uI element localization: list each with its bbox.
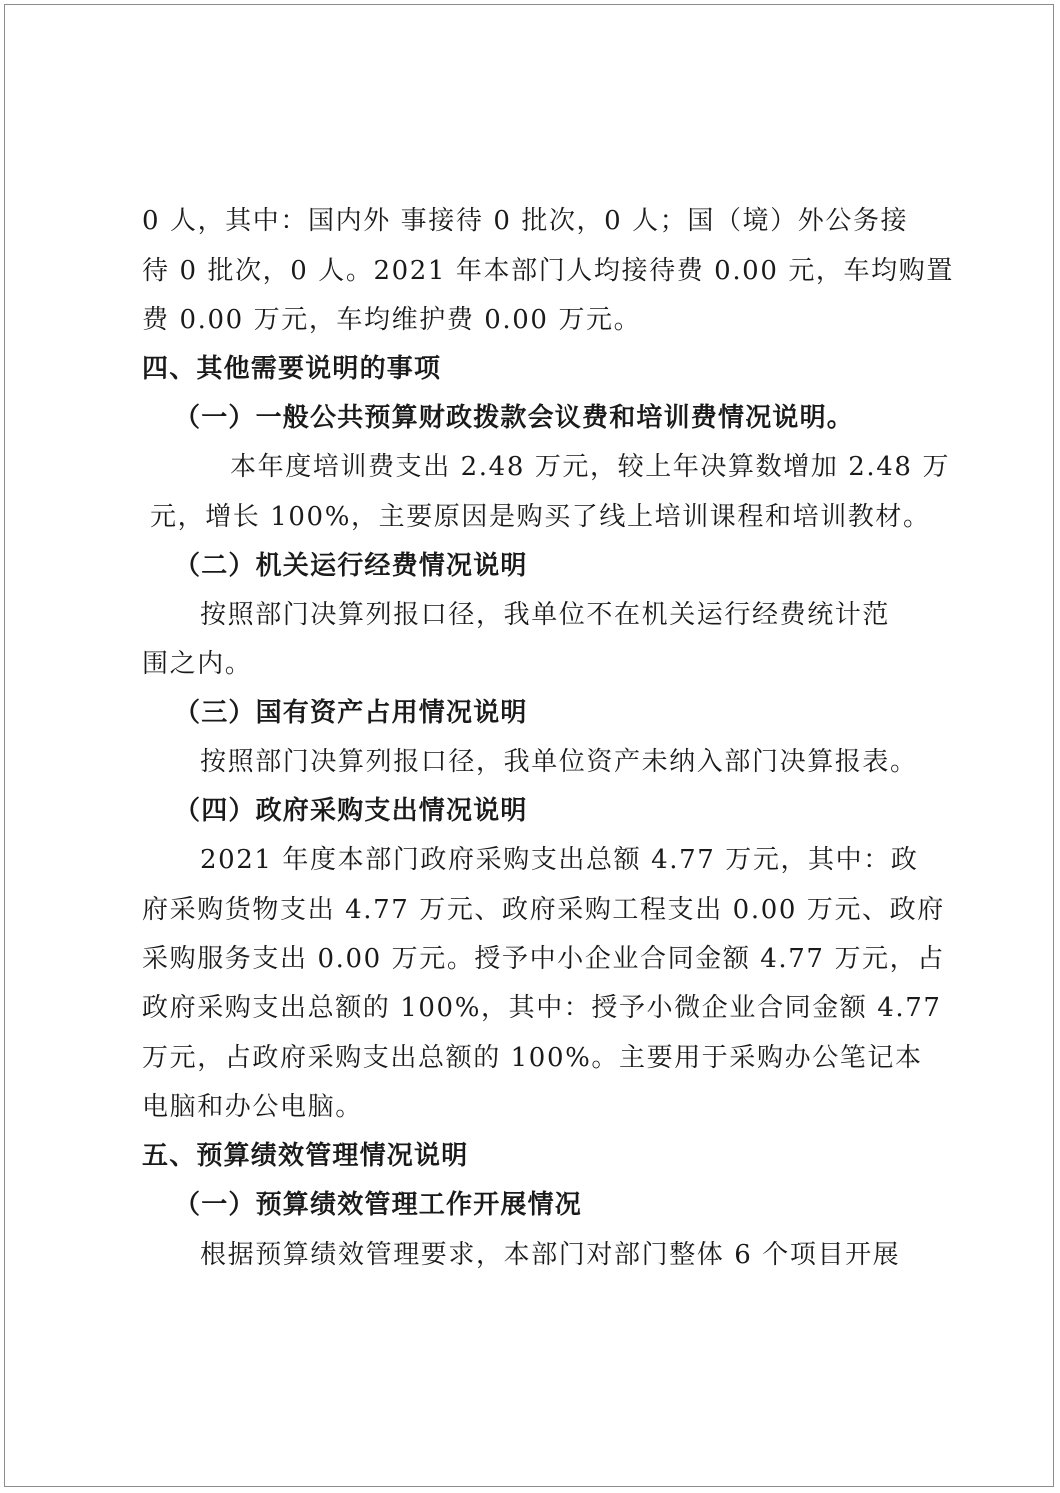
paragraph-line: 费 0.00 万元，车均维护费 0.00 万元。 (142, 305, 642, 335)
subsection-heading: （一）预算绩效管理工作开展情况 (174, 1190, 583, 1220)
paragraph-line: 按照部门决算列报口径，我单位不在机关运行经费统计范 (200, 600, 891, 630)
subsection-heading: （三）国有资产占用情况说明 (174, 698, 528, 728)
subsection-heading: （四）政府采购支出情况说明 (174, 796, 528, 826)
subsection-heading: （一）一般公共预算财政拨款会议费和培训费情况说明。 (174, 403, 855, 433)
paragraph-line: 待 0 批次，0 人。2021 年本部门人均接待费 0.00 元，车均购置 (142, 256, 954, 286)
section-heading-5: 五、预算绩效管理情况说明 (142, 1141, 469, 1171)
paragraph-line: 根据预算绩效管理要求，本部门对部门整体 6 个项目开展 (200, 1240, 901, 1270)
paragraph-line: 万元，占政府采购支出总额的 100%。主要用于采购办公笔记本 (142, 1043, 923, 1073)
paragraph-line: 电脑和办公电脑。 (142, 1092, 363, 1122)
section-heading-4: 四、其他需要说明的事项 (142, 354, 442, 384)
paragraph-line: 元，增长 100%，主要原因是购买了线上培训课程和培训教材。 (150, 502, 931, 532)
paragraph-line: 按照部门决算列报口径，我单位资产未纳入部门决算报表。 (200, 747, 918, 777)
paragraph-line: 采购服务支出 0.00 万元。授予中小企业合同金额 4.77 万元，占 (142, 944, 945, 974)
paragraph-line: 府采购货物支出 4.77 万元、政府采购工程支出 0.00 万元、政府 (142, 895, 945, 925)
paragraph-line: 本年度培训费支出 2.48 万元，较上年决算数增加 2.48 万 (230, 452, 951, 482)
paragraph-line: 围之内。 (142, 649, 253, 679)
subsection-heading: （二）机关运行经费情况说明 (174, 551, 528, 581)
paragraph-line: 政府采购支出总额的 100%，其中：授予小微企业合同金额 4.77 (142, 993, 942, 1023)
paragraph-line: 0 人，其中：国内外 事接待 0 批次，0 人；国（境）外公务接 (142, 206, 909, 236)
paragraph-line: 2021 年度本部门政府采购支出总额 4.77 万元，其中：政 (200, 845, 919, 875)
